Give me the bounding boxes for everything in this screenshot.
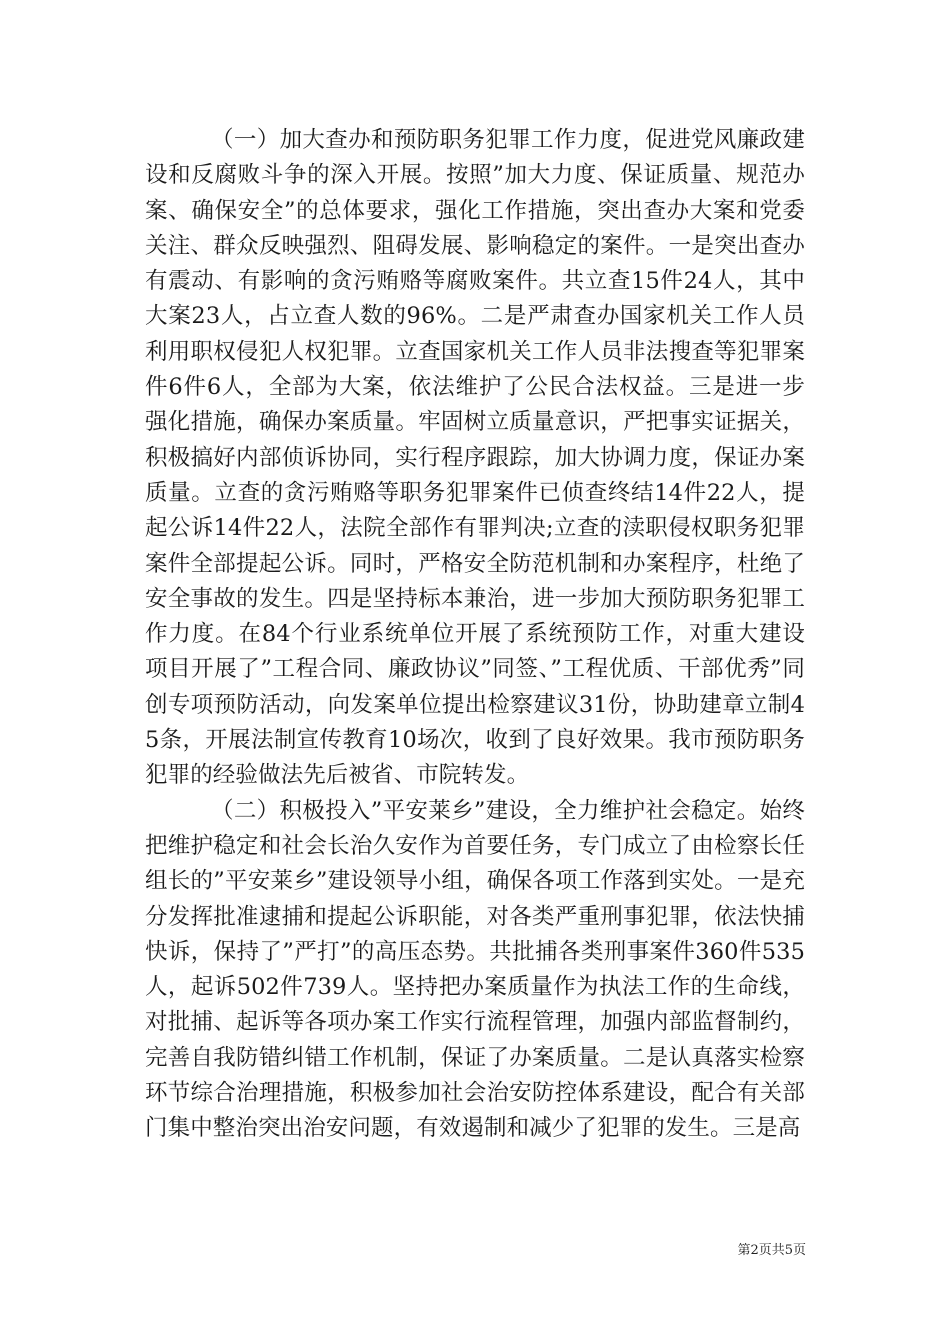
- paragraph-2: （二）积极投入”平安莱乡”建设，全力维护社会稳定。始终把维护稳定和社会长治久安作为首要任务，专门成立了由检察长任组长的”平安莱乡”建设领导小组，确保各项工作落到实处。一是充分发挥批准逮捕和提起公诉职能，对各类严重刑事犯罪，依法快捕快诉，保持了”严打”的高压态势。共批捕各类刑事案件360件535人，起诉502件739人。坚持把办案质量作为执法工作的生命线，对批捕、起诉等各项办案工作实行流程管理，加强内部监督制约，完善自我防错纠错工作机制，保证了办案质量。二是认真落实检察环节综合治理措施，积极参加社会治安防控体系建设，配合有关部门集中整治突出治安问题，有效遏制和减少了犯罪的发生。三是高: [145, 797, 805, 1142]
- paragraph-1: （一）加大查办和预防职务犯罪工作力度，促进党风廉政建设和反腐败斗争的深入开展。按照”加大力度、保证质量、规范办案、确保安全”的总体要求，强化工作措施，突出查办大案和党委关注、群众反映强烈、阻碍发展、影响稳定的案件。一是突出查办有震动、有影响的贪污贿赂等腐败案件。共立查15件24人，其中大案23人，占立查人数的96%。二是严肃查办国家机关工作人员利用职权侵犯人权犯罪。立查国家机关工作人员非法搜查等犯罪案件6件6人，全部为大案，依法维护了公民合法权益。三是进一步强化措施，确保办案质量。牢固树立质量意识，严把事实证据关，积极搞好内部侦诉协同，实行程序跟踪，加大协调力度，保证办案质量。立查的贪污贿赂等职务犯罪案件已侦查终结14件22人，提起公诉14件22人，法院全部作有罪判决;立查的渎职侵权职务犯罪案件全部提起公诉。同时，严格安全防范机制和办案程序，杜绝了安全事故的发生。四是坚持标本兼治，进一步加大预防职务犯罪工作力度。在84个行业系统单位开展了系统预防工作，对重大建设项目开展了”工程合同、廉政协议”同签、”工程优质、干部优秀”同创专项预防活动，向发案单位提出检察建议31份，协助建章立制45条，开展法制宣传教育10场次，收到了良好效果。我市预防职务犯罪的经验做法先后被省、市院转发。: [145, 127, 805, 789]
- page-number-footer: 第2页共5页: [737, 1243, 806, 1258]
- document-body: [145, 123, 805, 1147]
